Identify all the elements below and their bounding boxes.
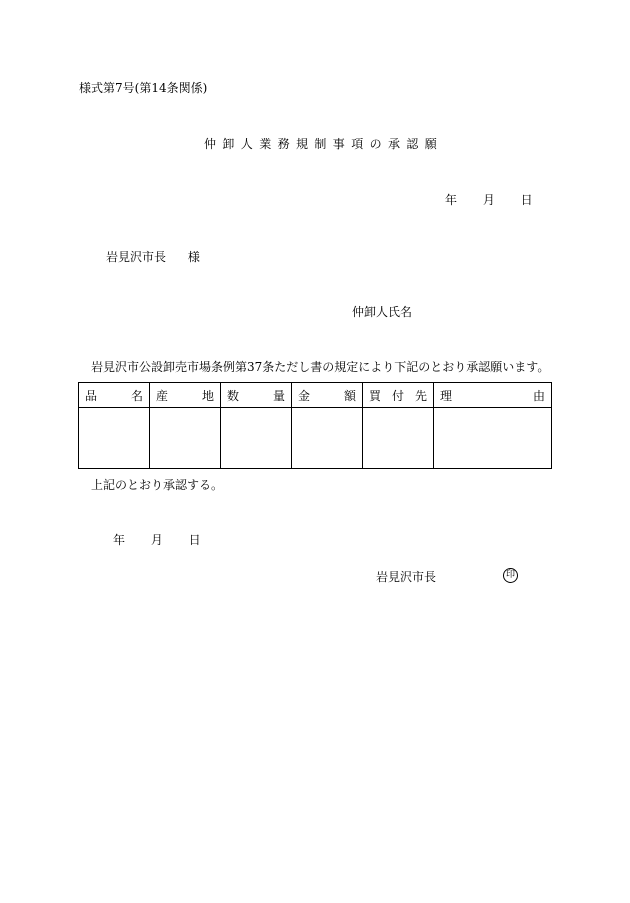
header-char: 産 — [156, 388, 169, 403]
header-reason — [434, 383, 552, 408]
header-char: 由 — [532, 388, 545, 403]
cell-origin[interactable] — [150, 408, 221, 469]
header-char: 地 — [201, 388, 214, 403]
seal-mark: 印 — [503, 568, 518, 583]
form-number: 様式第7号(第14条関係) — [79, 81, 208, 95]
header-item-name — [79, 383, 150, 408]
intro-text: 岩見沢市公設卸売市場条例第37条ただし書の規定により下記のとおり承認願います。 — [91, 360, 550, 374]
cell-quantity[interactable] — [221, 408, 292, 469]
items-table — [78, 382, 552, 469]
date-line-bottom: 年 月 日 — [113, 533, 201, 547]
cell-amount[interactable] — [292, 408, 363, 469]
header-char: 数 — [227, 388, 240, 403]
header-char: 理 — [440, 388, 453, 403]
cell-reason[interactable] — [434, 408, 552, 469]
addressee: 岩見沢市長 様 — [106, 250, 200, 264]
header-amount — [292, 383, 363, 408]
header-char: 名 — [130, 388, 143, 403]
mayor-signature: 岩見沢市長 — [376, 570, 437, 584]
header-quantity — [221, 383, 292, 408]
applicant-name-label: 仲卸人氏名 — [352, 305, 413, 319]
cell-item-name[interactable] — [79, 408, 150, 469]
header-char: 先 — [414, 388, 427, 403]
header-char: 額 — [343, 388, 356, 403]
header-origin — [150, 383, 221, 408]
document-title: 仲卸人業務規制事項の承認願 — [204, 137, 444, 151]
header-char: 量 — [272, 388, 285, 403]
header-char: 金 — [298, 388, 311, 403]
header-char: 付 — [391, 388, 404, 403]
header-char: 品 — [85, 388, 98, 403]
cell-buyer[interactable] — [363, 408, 434, 469]
table-header-row — [79, 383, 552, 408]
header-char: 買 — [369, 388, 382, 403]
header-buyer — [363, 383, 434, 408]
table-row — [79, 408, 552, 469]
date-line-top: 年 月 日 — [445, 193, 533, 207]
approval-text: 上記のとおり承認する。 — [91, 478, 224, 492]
